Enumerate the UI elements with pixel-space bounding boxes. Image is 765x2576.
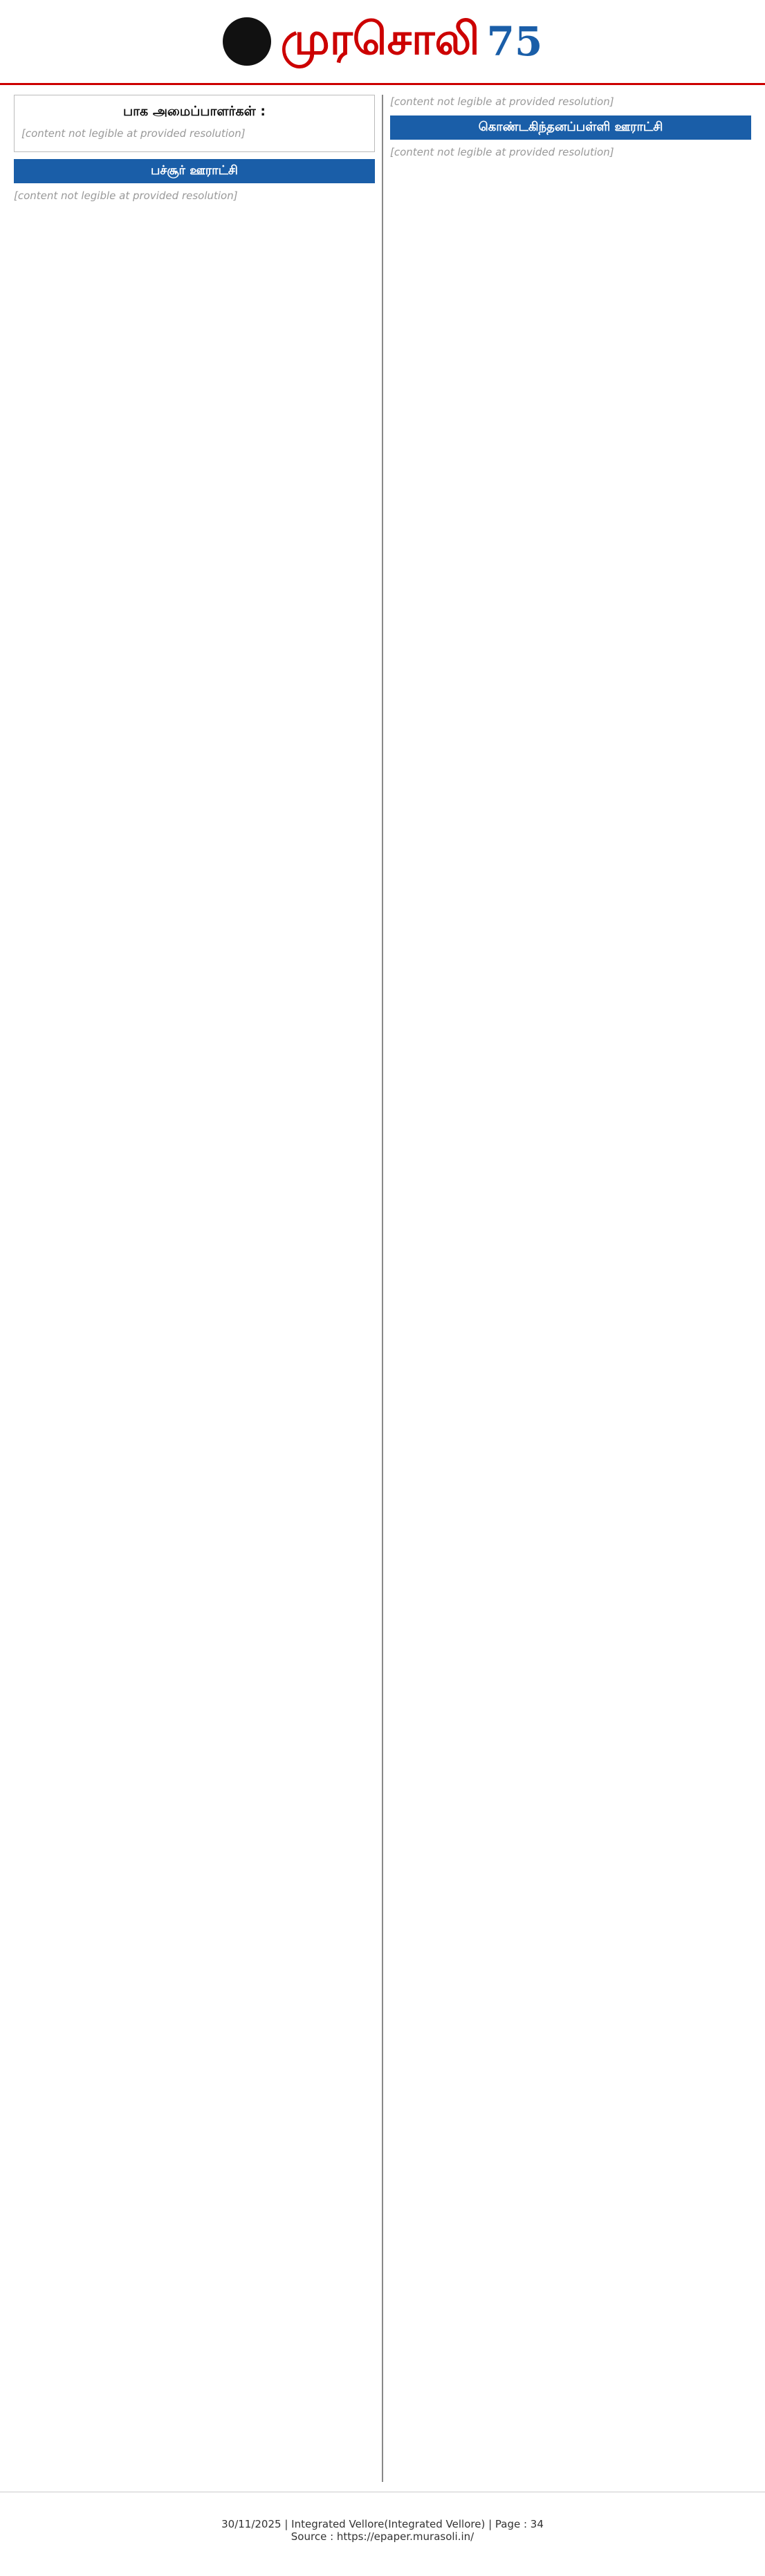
page-body — [0, 85, 765, 2492]
entry: [content not legible at provided resolution] — [21, 127, 246, 140]
entry: [content not legible at provided resolution] — [14, 189, 238, 202]
panchayat-banner: பச்சூர் ஊராட்சி — [14, 159, 375, 183]
right-column — [382, 95, 758, 2482]
section-title: பாக அமைப்பாளர்கள் : — [122, 104, 266, 119]
page-footer — [0, 2492, 765, 2568]
masthead — [0, 0, 765, 85]
anniversary-logo: 75 — [486, 18, 543, 65]
left-column — [7, 95, 382, 2482]
footer-edition-line: 30/11/2025 | Integrated Vellore(Integrated Vellore) | Page : 34 — [221, 2518, 544, 2530]
entry: [content not legible at provided resolution] — [390, 95, 614, 108]
section-block — [14, 95, 375, 152]
emblem-icon — [223, 17, 271, 66]
entry: [content not legible at provided resolution] — [390, 145, 614, 158]
newspaper-title: முரசொலி — [280, 12, 480, 65]
footer-source-line: Source : https://epaper.murasoli.in/ — [291, 2530, 474, 2543]
panchayat-banner: கொண்டகிந்தனப்பள்ளி ஊராட்சி — [390, 115, 751, 140]
